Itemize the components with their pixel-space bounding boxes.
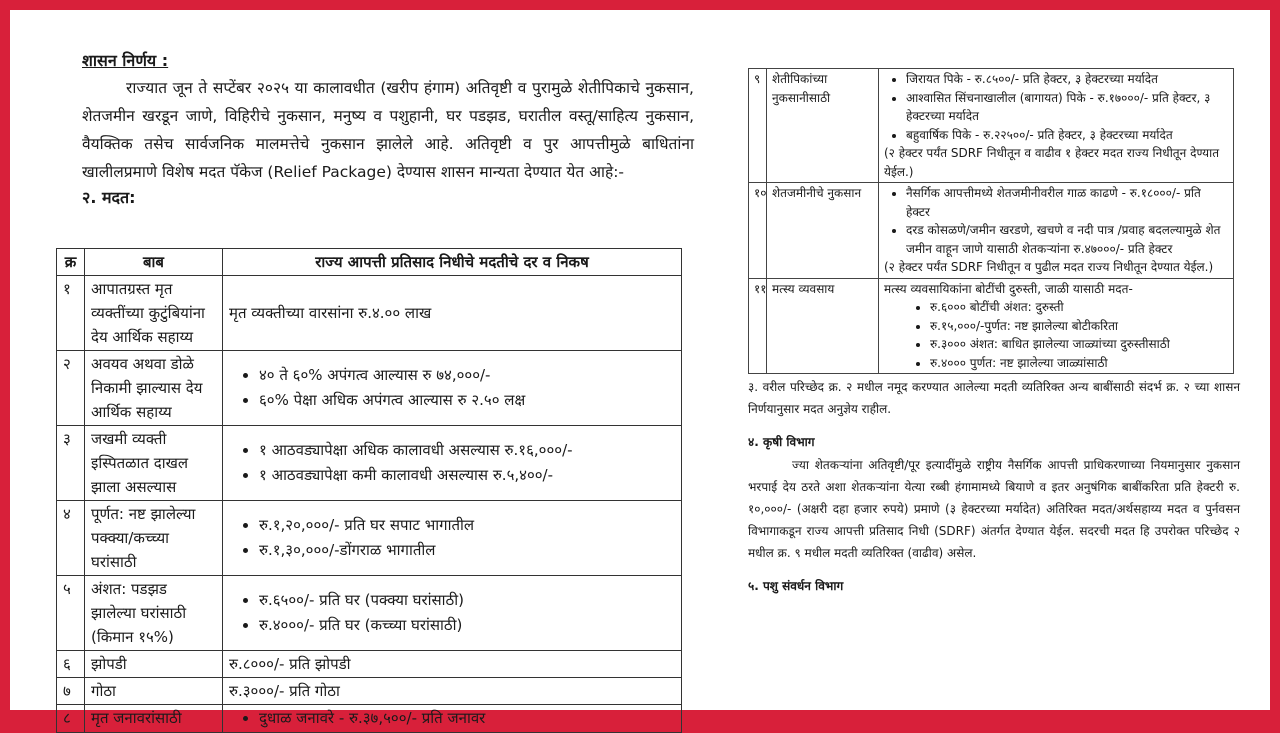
table-row bbox=[57, 426, 682, 501]
rate-bullet: • रु.६५००/- प्रति घर (पक्क्या घरांसाठी) bbox=[259, 588, 675, 613]
row-item: शेतजमीनीचे नुकसान bbox=[767, 183, 879, 279]
row-number: ६ bbox=[57, 651, 85, 678]
row-number: ८ bbox=[57, 705, 85, 733]
table-row bbox=[749, 278, 1234, 374]
rate-bullet: • रु.१,२०,०००/- प्रति घर सपाट भागातील bbox=[259, 513, 675, 538]
row-item: पूर्णत: नष्ट झालेल्या पक्क्या/कच्च्या घरांसाठी bbox=[85, 501, 223, 576]
relief-table bbox=[56, 248, 682, 733]
row-note: (२ हेक्टर पर्यंत SDRF निधीतून व पुढील मदत राज्य निधीतून देण्यात येईल.) bbox=[884, 260, 1214, 274]
rate-bullet: • रु.४०००/- प्रति घर (कच्च्या घरांसाठी) bbox=[259, 613, 675, 638]
row-rate bbox=[879, 278, 1234, 374]
rate-bullet: • रु.६००० बोटींची अंशत: दुरुस्ती bbox=[930, 298, 1228, 317]
rate-bullet: • ६०% पेक्षा अधिक अपंगत्व आल्यास रु २.५० लक्ष bbox=[259, 388, 675, 413]
row-rate bbox=[223, 351, 682, 426]
header-item: बाब bbox=[85, 249, 223, 276]
document-frame bbox=[10, 10, 1270, 727]
row-rate bbox=[879, 183, 1234, 279]
row-number: १० bbox=[749, 183, 767, 279]
rate-bullet: • दुधाळ जनावरे - रु.३७,५००/- प्रति जनावर bbox=[259, 706, 675, 731]
rate-bullet: • रु.४००० पुर्णत: नष्ट झालेल्या जाळ्यांसाठी bbox=[930, 354, 1228, 373]
section-4-text: ज्या शेतकऱ्यांना अतिवृष्टी/पूर इत्यादींमुळे राष्ट्रीय नैसर्गिक आपत्ती प्राधिकरणाच्या नियमानुसार नुकसान भरपाई देय ठरते अशा शेतकऱ्यांना येत्या रब्बी हंगामामध्ये बियाणे व इतर अनुषंगिक बाबींकरिता प्रति हेक्टरी रु. १०,०००/- (अक्षरी दहा हजार रुपये) प्रमाणे (३ हेक्टरच्या मर्यादेत) अतिरिक्त मदत/अर्थसहाय्य मदत व पुर्नवसन विभागाकडून राज्य आपत्ती प्रतिसाद निधी (SDRF) अंतर्गत देण्यात येईल. सदरची मदत हि उपरोक्त परिच्छेद २ मधील क्र. ९ मधील मदती व्यतिरिक्त (वाढीव) असेल. bbox=[748, 458, 1240, 560]
left-page bbox=[82, 50, 694, 210]
rate-bullet: • जिरायत पिके - रु.८५००/- प्रति हेक्टर, ३ हेक्टरच्या मर्यादेत bbox=[906, 70, 1228, 89]
table-row bbox=[57, 276, 682, 351]
section-heading: शासन निर्णय : bbox=[82, 51, 169, 70]
row-number: ४ bbox=[57, 501, 85, 576]
row-item: गोठा bbox=[85, 678, 223, 705]
row-rate bbox=[223, 705, 682, 733]
relief-table-continued bbox=[748, 68, 1234, 374]
row-rate bbox=[223, 501, 682, 576]
row-rate: रु.३०००/- प्रति गोठा bbox=[223, 678, 682, 705]
row-number: २ bbox=[57, 351, 85, 426]
row-item: अंशत: पडझड झालेल्या घरांसाठी (किमान १५%) bbox=[85, 576, 223, 651]
row-intro: मत्स्य व्यवसायिकांना बोटींची दुरुस्ती, जाळी यासाठी मदत- bbox=[884, 281, 1133, 296]
table-header-row bbox=[57, 249, 682, 276]
rate-bullet: • ४० ते ६०% अपंगत्व आल्यास रु ७४,०००/- bbox=[259, 363, 675, 388]
table-row bbox=[57, 576, 682, 651]
header-rate: राज्य आपत्ती प्रतिसाद निधीचे मदतीचे दर व निकष bbox=[223, 249, 682, 276]
row-rate: मृत व्यक्तीच्या वारसांना रु.४.०० लाख bbox=[223, 276, 682, 351]
row-item: अवयव अथवा डोळे निकामी झाल्यास देय आर्थिक सहाय्य bbox=[85, 351, 223, 426]
row-item: झोपडी bbox=[85, 651, 223, 678]
table-row bbox=[57, 501, 682, 576]
rate-bullet: • आश्वासित सिंचनाखालील (बागायत) पिके - रु.१७०००/- प्रति हेक्टर, ३ हेक्टरच्या मर्यादेत bbox=[906, 89, 1228, 126]
rate-bullet: • रु.३००० अंशत: बाधित झालेल्या जाळ्यांच्या दुरुस्तीसाठी bbox=[930, 335, 1228, 354]
rate-bullet: • १ आठवड्यापेक्षा अधिक कालावधी असल्यास रु.१६,०००/- bbox=[259, 438, 675, 463]
row-number: १ bbox=[57, 276, 85, 351]
row-rate bbox=[223, 576, 682, 651]
section-4-heading: ४. कृषी विभाग bbox=[748, 435, 815, 449]
row-number: ११ bbox=[749, 278, 767, 374]
row-number: ७ bbox=[57, 678, 85, 705]
row-rate bbox=[879, 69, 1234, 183]
table-row bbox=[749, 183, 1234, 279]
table-row bbox=[749, 69, 1234, 183]
header-no: क्र bbox=[57, 249, 85, 276]
row-rate: रु.८०००/- प्रति झोपडी bbox=[223, 651, 682, 678]
row-item: जखमी व्यक्ती इस्पितळात दाखल झाला असल्यास bbox=[85, 426, 223, 501]
table-row bbox=[57, 678, 682, 705]
table-row bbox=[57, 351, 682, 426]
row-item: शेतीपिकांच्या नुकसानीसाठी bbox=[767, 69, 879, 183]
rate-bullet: • रु.१५,०००/-पुर्णत: नष्ट झालेल्या बोटीकरिता bbox=[930, 317, 1228, 336]
intro-paragraph: राज्यात जून ते सप्टेंबर २०२५ या कालावधीत (खरीप हंगाम) अतिवृष्टी व पुरामुळे शेतीपिकाचे नुकसान, शेतजमीन खरडून जाणे, विहिरीचे नुकसान, मनुष्य व पशुहानी, घर पडझड, घरातील वस्तू/साहित्य नुकसान, वैयक्तिक तसेच सार्वजनिक मालमत्तेचे नुकसान झालेले आहे. अतिवृष्टी व पुर आपत्तीमुळे बाधितांना खालीलप्रमाणे विशेष मदत पॅकेज (Relief Package) देण्यास शासन मान्यता देण्यात येत आहे:- bbox=[82, 79, 694, 181]
rate-bullet: • रु.१,३०,०००/-डोंगराळ भागातील bbox=[259, 538, 675, 563]
rate-bullet: • बहुवार्षिक पिके - रु.२२५००/- प्रति हेक्टर, ३ हेक्टरच्या मर्यादेत bbox=[906, 126, 1228, 145]
help-subheading: २. मदत: bbox=[82, 188, 136, 207]
row-item: आपातग्रस्त मृत व्यक्तींच्या कुटुंबियांना देय आर्थिक सहाय्य bbox=[85, 276, 223, 351]
row-item: मृत जनावरांसाठी bbox=[85, 705, 223, 733]
row-number: ५ bbox=[57, 576, 85, 651]
row-item: मत्स्य व्यवसाय bbox=[767, 278, 879, 374]
paragraph-3: ३. वरील परिच्छेद क्र. २ मधील नमूद करण्यात आलेल्या मदती व्यतिरिक्त अन्य बाबींसाठी संदर्भ क्र. २ च्या शासन निर्णयानुसार मदत अनुज्ञेय राहील. bbox=[748, 380, 1240, 416]
row-rate bbox=[223, 426, 682, 501]
row-number: ३ bbox=[57, 426, 85, 501]
row-number: ९ bbox=[749, 69, 767, 183]
row-note: (२ हेक्टर पर्यंत SDRF निधीतून व वाढीव १ हेक्टर मदत राज्य निधीतून देण्यात येईल.) bbox=[884, 146, 1220, 179]
right-page bbox=[748, 68, 1240, 596]
table-row bbox=[57, 705, 682, 733]
rate-bullet: • १ आठवड्यापेक्षा कमी कालावधी असल्यास रु.५,४००/- bbox=[259, 463, 675, 488]
table-row bbox=[57, 651, 682, 678]
rate-bullet: • नैसर्गिक आपत्तीमध्ये शेतजमीनीवरील गाळ काढणे - रु.१८०००/- प्रति हेक्टर bbox=[906, 184, 1228, 221]
section-5-heading: ५. पशु संवर्धन विभाग bbox=[748, 579, 844, 593]
rate-bullet: • दरड कोसळणे/जमीन खरडणे, खचणे व नदी पात्र /प्रवाह बदलल्यामुळे शेत जमीन वाहून जाणे यासाठी शेतकऱ्यांना रु.४७०००/- प्रति हेक्टर bbox=[906, 221, 1228, 258]
